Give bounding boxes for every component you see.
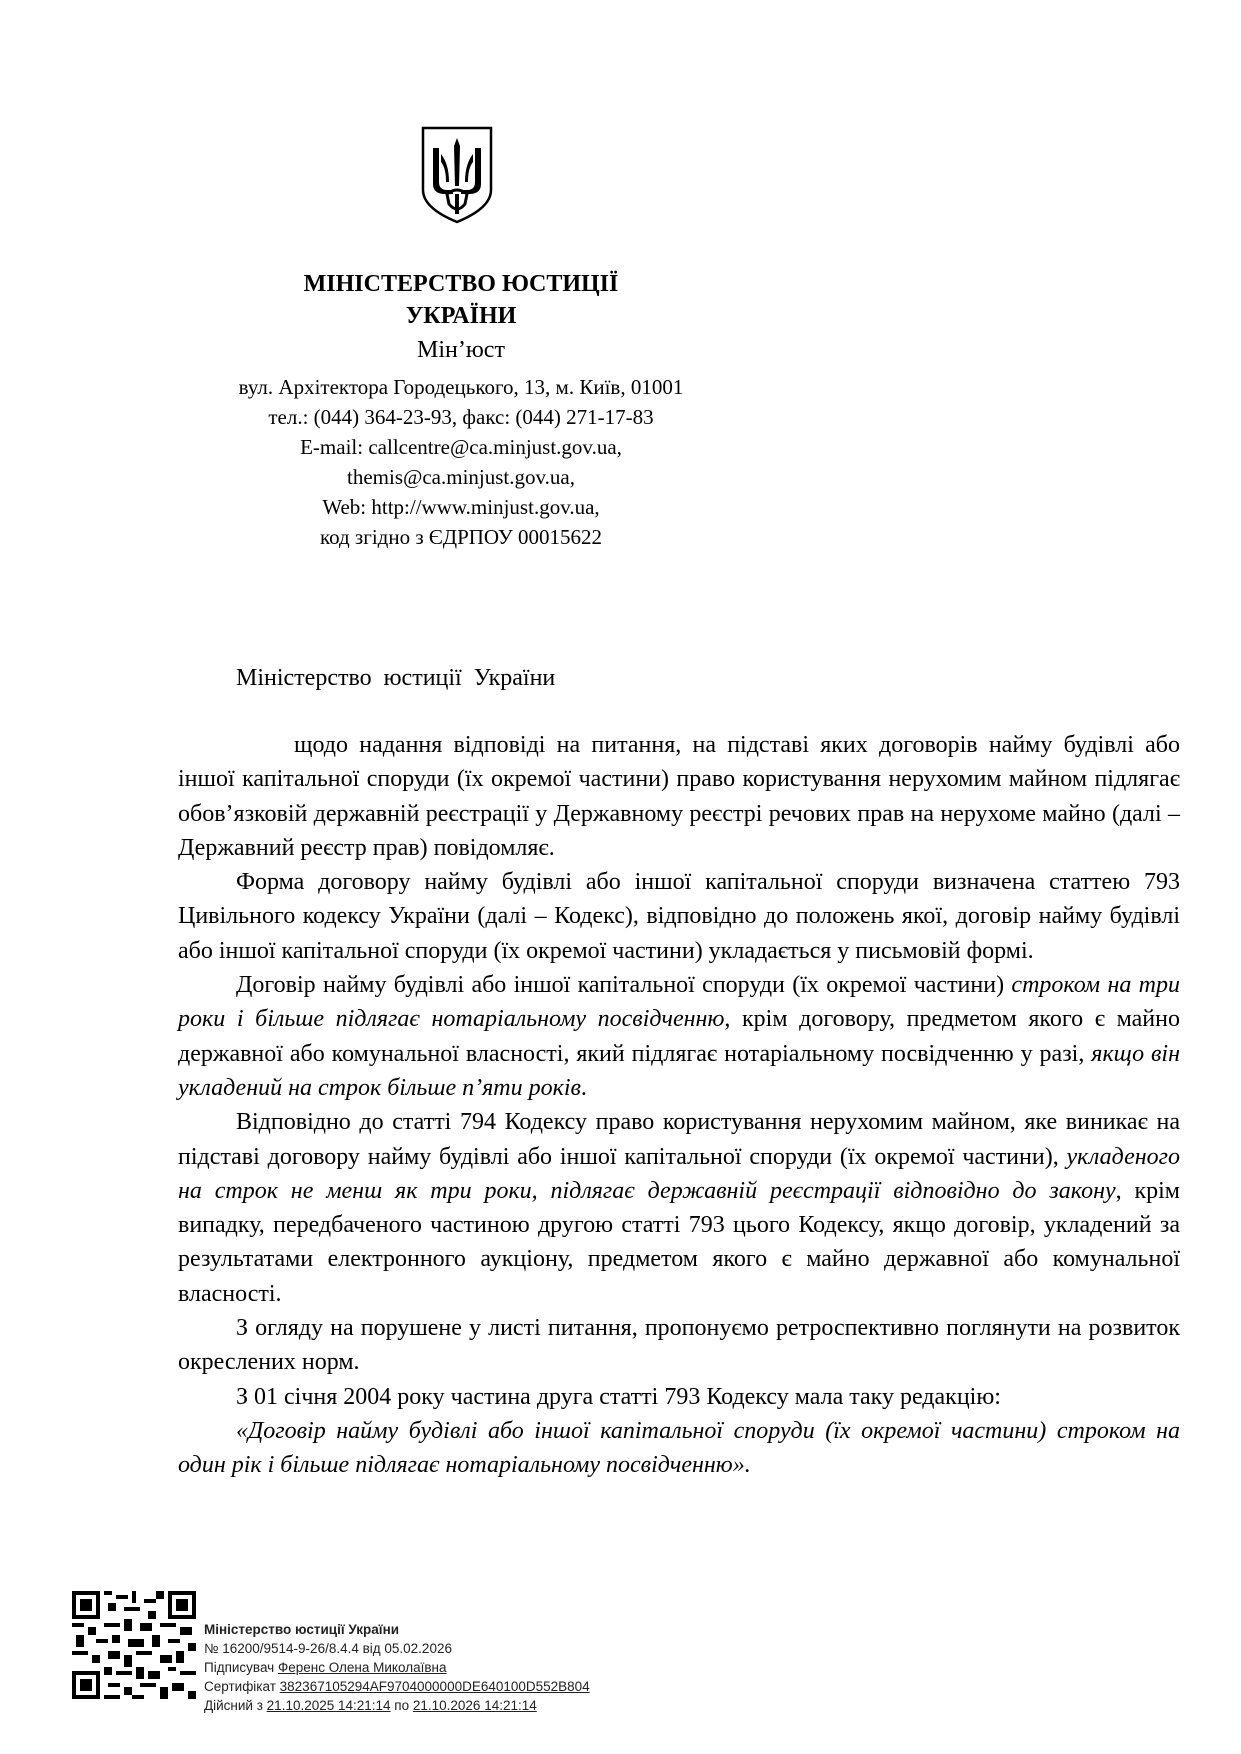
letter-body <box>178 728 1180 1483</box>
electronic-signature-stamp <box>204 1620 590 1715</box>
organization-name-line1: МІНІСТЕРСТВО ЮСТИЦІЇ <box>303 271 619 297</box>
edrpou-line: код згідно з ЄДРПОУ 00015622 <box>319 525 603 549</box>
certificate-value: 382367105294AF9704000000DE640100D552B804 <box>279 1679 590 1694</box>
coat-of-arms-icon <box>419 124 495 224</box>
paragraph-3 <box>178 968 1180 1105</box>
paragraph-4 <box>178 1105 1180 1311</box>
organization-name-line2: УКРАЇНИ <box>405 303 517 329</box>
validity-to-label: по <box>390 1698 413 1713</box>
certificate-label: Сертифікат <box>204 1679 280 1694</box>
validity-label: Дійсний з <box>204 1698 267 1713</box>
stamp-organization: Міністерство юстиції України <box>204 1622 400 1637</box>
valid-to: 21.10.2026 14:21:14 <box>412 1698 537 1713</box>
paragraph-4-emphasis: укладеного на строк не менш як три роки, підлягає державній реєстрації відповідно до закону <box>178 1143 1180 1204</box>
paragraph-5: З огляду на порушене у листі питання, пропонуємо ретроспективно поглянути на розвиток окреслених норм. <box>178 1315 1180 1376</box>
paragraph-6: З 01 січня 2004 року частина друга статті 793 Кодексу мала таку редакцію: <box>236 1383 1001 1410</box>
qr-code-icon <box>72 1590 196 1700</box>
addressee: Міністерство юстиції України <box>236 665 556 691</box>
quoted-law-text: «Договір найму будівлі або іншої капітальної споруди (їх окремої частини) строком на один рік і більше підлягає нотаріальному посвідченню». <box>178 1417 1180 1479</box>
stamp-registration-number: № 16200/9514-9-26/8.4.4 від 05.02.2026 <box>204 1641 452 1656</box>
contact-details <box>150 372 772 552</box>
organization-short-name: Мін’юст <box>417 337 505 363</box>
address-line: вул. Архітектора Городецького, 13, м. Київ, 01001 <box>238 375 684 399</box>
signer-label: Підписувач <box>204 1660 278 1675</box>
organization-name <box>150 268 772 332</box>
paragraph-3-text: , крім договору, предметом якого є майно державної або комунальної власності, який підлягає нотаріальному посвідченню у разі, <box>178 1006 1180 1067</box>
signer-name: Ференс Олена Миколаївна <box>277 1660 447 1675</box>
paragraph-3-emphasis: якщо він укладений на строк більше п’яти років <box>178 1040 1180 1101</box>
paragraph-1: щодо надання відповіді на питання, на підставі яких договорів найму будівлі або іншої капітальної споруди (їх окремої частини) право користування нерухомим майном підлягає обов’язковій державній реєстрації у Державному реєстрі речових прав на нерухоме майно (далі – Державний реєстр прав) повідомляє. <box>178 732 1180 861</box>
valid-from: 21.10.2025 14:21:14 <box>266 1698 391 1713</box>
stamp-validity <box>204 1696 590 1715</box>
web-line: Web: http://www.minjust.gov.ua, <box>322 495 600 519</box>
paragraph-3-text: Договір найму будівлі або іншої капітальної споруди (їх окремої частини) <box>236 972 1012 999</box>
paragraph-3-emphasis: строком на три роки і більше підлягає нотаріальному посвідченню <box>178 972 1181 1033</box>
stamp-certificate <box>204 1677 590 1696</box>
paragraph-2: Форма договору найму будівлі або іншої капітальної споруди визначена статтею 793 Цивільного кодексу України (далі – Кодекс), відповідно до положень якої, договір найму будівлі або іншої капітальної споруди (їх окремої частини) укладається у письмовій формі. <box>178 869 1180 964</box>
paragraph-3-text: . <box>580 1074 587 1101</box>
phone-fax-line: тел.: (044) 364-23-93, факс: (044) 271-17-83 <box>268 405 654 429</box>
stamp-signer <box>204 1658 590 1677</box>
email-line-2: themis@ca.minjust.gov.ua, <box>347 465 575 489</box>
email-line: E-mail: callcentre@ca.minjust.gov.ua, <box>300 435 622 459</box>
paragraph-4-text: Відповідно до статті 794 Кодексу право користування нерухомим майном, яке виникає на підставі договору найму будівлі або іншої капітальної споруди (їх окремої частини), <box>178 1109 1180 1170</box>
paragraph-4-text: , крім випадку, передбаченого частиною другою статті 793 цього Кодексу, якщо договір, укладений за результатами електронного аукціону, предметом якого є майно державної або комунальної власності. <box>178 1177 1180 1307</box>
